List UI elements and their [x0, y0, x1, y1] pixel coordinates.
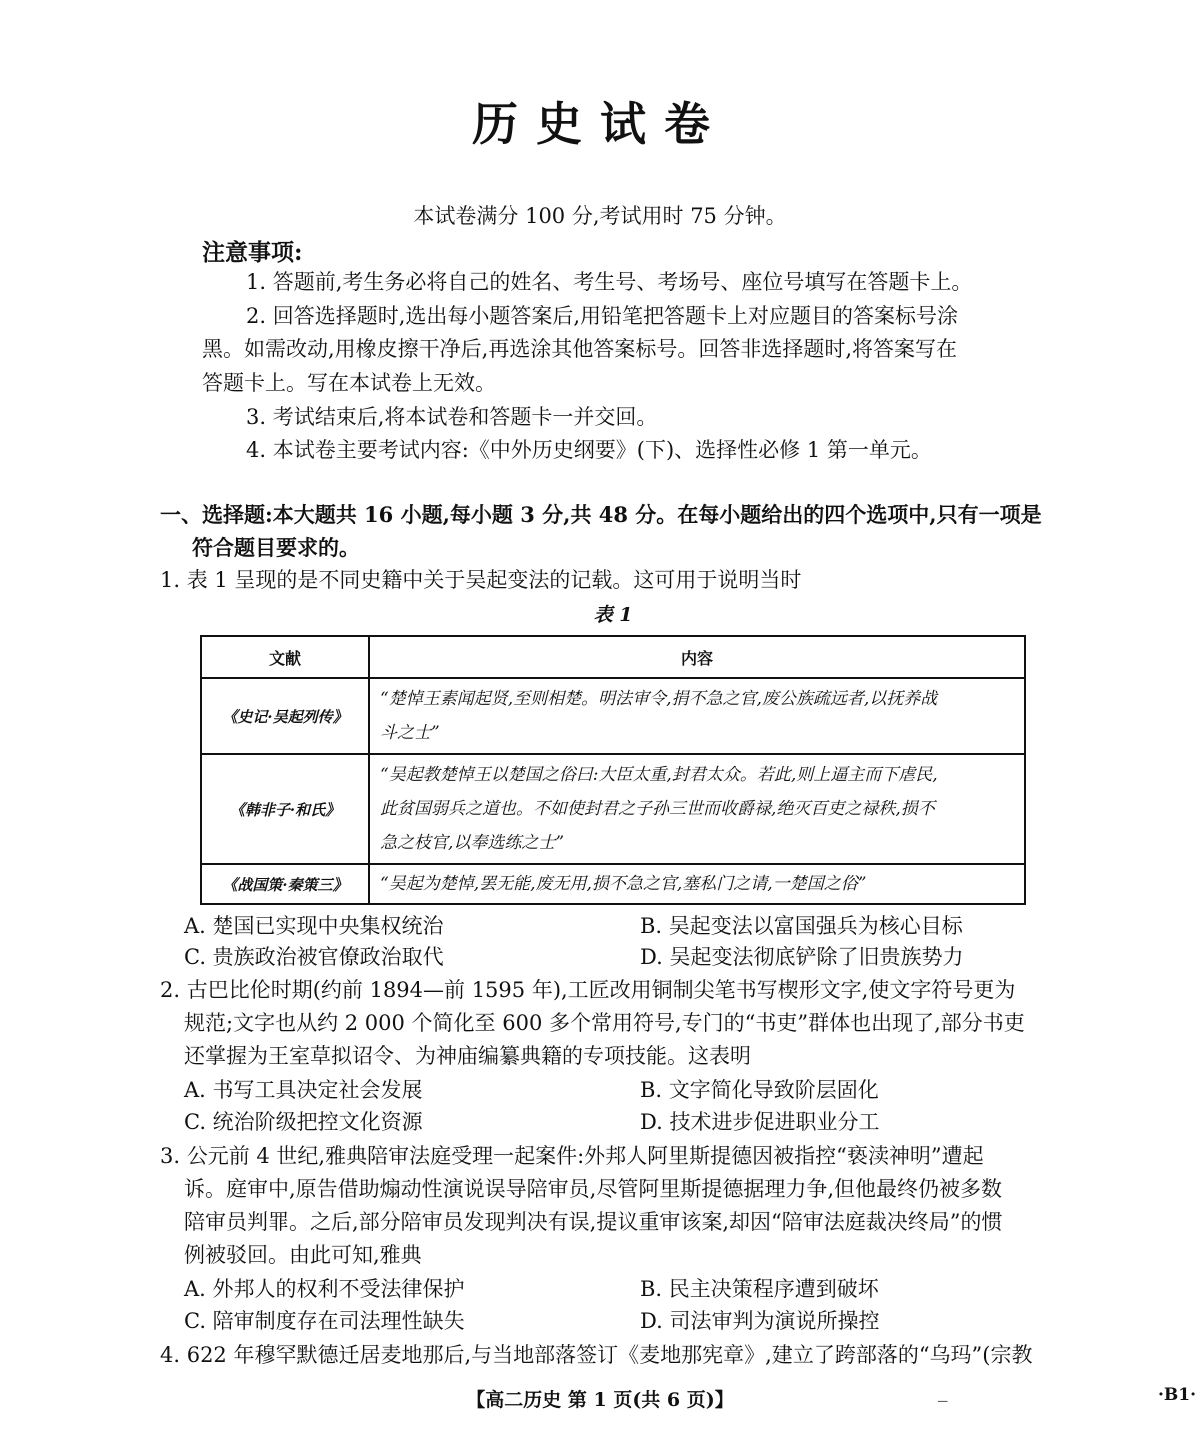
table-header-content: 内容	[369, 636, 1025, 678]
question-3-line-4: 例被驳回。由此可知,雅典	[184, 1243, 422, 1267]
table-cell-content	[369, 754, 1025, 864]
table-cell-source: 《史记·吴起列传》	[201, 678, 369, 754]
table-cell-source: 《韩非子·和氏》	[201, 754, 369, 864]
table-cell-content	[369, 678, 1025, 754]
q2-option-a: A. 书写工具决定社会发展	[184, 1078, 423, 1102]
notes-heading: 注意事项:	[202, 239, 303, 266]
notes-item-2-line-1: 2. 回答选择题时,选出每小题答案后,用铅笔把答题卡上对应题目的答案标号涂	[246, 304, 959, 328]
question-3-line-2: 诉。庭审中,原告借助煽动性演说误导陪审员,尽管阿里斯提德据理力争,但他最终仍被多数	[184, 1177, 1003, 1201]
notes-item-2-line-3: 答题卡上。写在本试卷上无效。	[202, 371, 496, 395]
content-line: 斗之士”	[380, 723, 440, 743]
table-row	[201, 678, 1025, 754]
q3-option-c: C. 陪审制度存在司法理性缺失	[184, 1309, 465, 1333]
q2-option-b: B. 文字简化导致阶层固化	[640, 1078, 879, 1102]
question-4-line-1: 4. 622 年穆罕默德迁居麦地那后,与当地部落签订《麦地那宪章》,建立了跨部落的“乌玛”(宗教	[160, 1343, 1033, 1367]
notes-item-3: 3. 考试结束后,将本试卷和答题卡一并交回。	[246, 405, 658, 429]
footer-dash: _	[938, 1380, 948, 1402]
q1-option-d: D. 吴起变法彻底铲除了旧贵族势力	[640, 945, 964, 969]
exam-info: 本试卷满分 100 分,考试用时 75 分钟。	[413, 204, 787, 228]
question-3-line-3: 陪审员判罪。之后,部分陪审员发现判决有误,提议重审该案,却因“陪审法庭裁决终局”的惯	[184, 1210, 1003, 1234]
table-cell-source: 《战国策·秦策三》	[201, 864, 369, 904]
content-line: 此贫国弱兵之道也。不如使封君之子孙三世而收爵禄,绝灭百吏之禄秩,损不	[380, 799, 935, 819]
question-2-line-3: 还掌握为王室草拟诏令、为神庙编纂典籍的专项技能。这表明	[184, 1044, 751, 1068]
question-1-stem: 1. 表 1 呈现的是不同史籍中关于吴起变法的记载。这可用于说明当时	[160, 568, 802, 592]
notes-item-4: 4. 本试卷主要考试内容:《中外历史纲要》(下)、选择性必修 1 第一单元。	[246, 438, 932, 462]
page-code: ·B1·	[1158, 1385, 1197, 1405]
q3-option-a: A. 外邦人的权利不受法律保护	[184, 1277, 465, 1301]
table-row	[201, 754, 1025, 864]
q1-option-c: C. 贵族政治被官僚政治取代	[184, 945, 444, 969]
question-3-line-1: 3. 公元前 4 世纪,雅典陪审法庭受理一起案件:外邦人阿里斯提德因被指控“亵渎神明”遭起	[160, 1144, 984, 1168]
question-2-line-1: 2. 古巴比伦时期(约前 1894—前 1595 年),工匠改用铜制尖笔书写楔形文字,使文字符号更为	[160, 978, 1016, 1002]
content-line: “吴起为楚悼,罢无能,废无用,损不急之官,塞私门之请,一楚国之俗”	[380, 874, 867, 894]
table-caption: 表 1	[593, 604, 633, 626]
q2-option-d: D. 技术进步促进职业分工	[640, 1110, 880, 1134]
q3-option-b: B. 民主决策程序遭到破坏	[640, 1277, 879, 1301]
q1-option-a: A. 楚国已实现中央集权统治	[184, 914, 444, 938]
section-heading-line-1: 一、选择题:本大题共 16 小题,每小题 3 分,共 48 分。在每小题给出的四个选项中,只有一项是	[160, 502, 1042, 527]
table-cell-content	[369, 864, 1025, 904]
content-line: “吴起教楚悼王以楚国之俗曰:大臣太重,封君太众。若此,则上逼主而下虐民,	[380, 765, 938, 785]
page-title: 历史试卷	[472, 97, 728, 151]
q3-option-d: D. 司法审判为演说所操控	[640, 1309, 880, 1333]
section-heading-line-2: 符合题目要求的。	[192, 535, 360, 560]
table-header-row	[201, 636, 1025, 678]
content-line: “楚悼王素闻起贤,至则相楚。明法审令,捐不急之官,废公族疏远者,以抚养战	[380, 689, 938, 709]
records-table	[200, 635, 1026, 905]
table-row	[201, 864, 1025, 904]
table-header-source: 文献	[201, 636, 369, 678]
q1-option-b: B. 吴起变法以富国强兵为核心目标	[640, 914, 963, 938]
page-footer: 【高二历史 第 1 页(共 6 页)】	[466, 1389, 734, 1411]
notes-item-1: 1. 答题前,考生务必将自己的姓名、考生号、考场号、座位号填写在答题卡上。	[246, 270, 973, 294]
question-2-line-2: 规范;文字也从约 2 000 个简化至 600 多个常用符号,专门的“书吏”群体也出现了,部分书吏	[184, 1011, 1025, 1035]
notes-item-2-line-2: 黑。如需改动,用橡皮擦干净后,再选涂其他答案标号。回答非选择题时,将答案写在	[202, 337, 958, 361]
content-line: 急之枝官,以奉选练之士”	[380, 833, 565, 853]
q2-option-c: C. 统治阶级把控文化资源	[184, 1110, 423, 1134]
